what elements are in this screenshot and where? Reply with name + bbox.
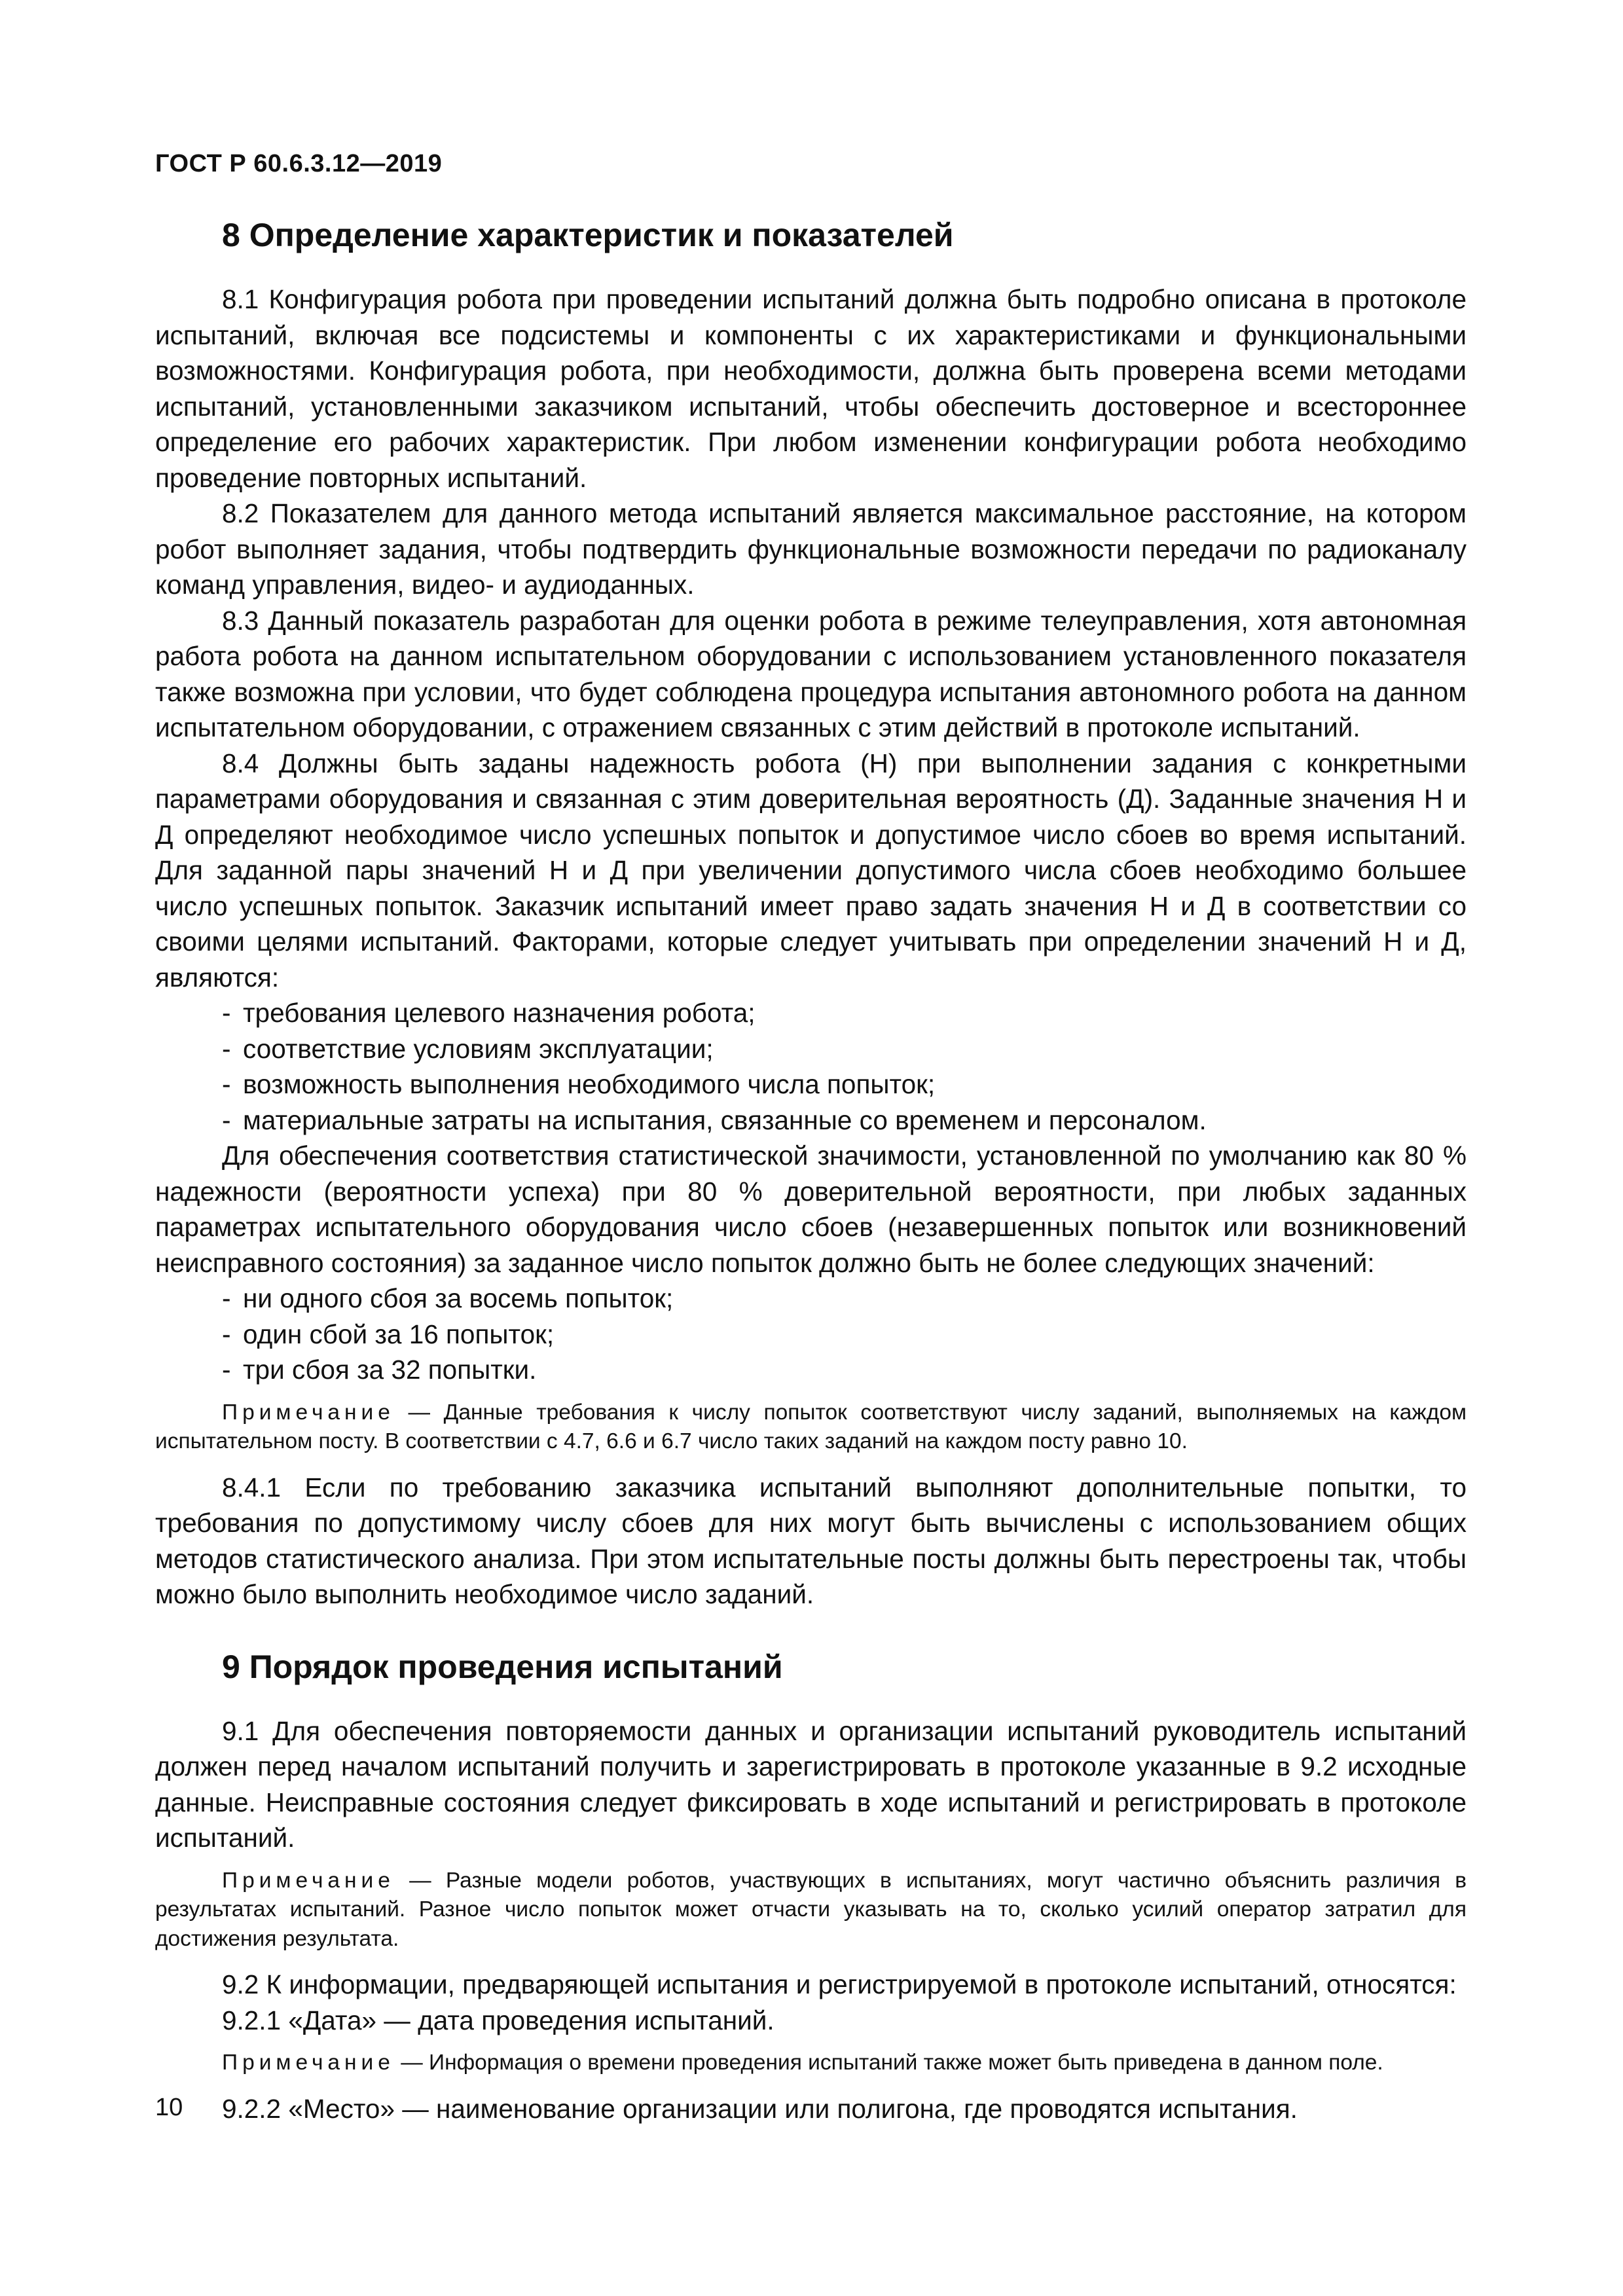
- page-number: 10: [155, 2094, 183, 2121]
- paragraph-9-2-1: 9.2.1 «Дата» — дата проведения испытаний.: [222, 2005, 775, 2035]
- paragraph-9-2: 9.2 К информации, предваряющей испытания и регистрируемой в протоколе испытаний, относятся:: [222, 1969, 1457, 1999]
- paragraph-statistics: Для обеспечения соответствия статистической значимости, установленной по умолчанию как 80 % надежности (вероятности успеха) при 80 % доверительной вероятности, при любых заданных параметрах испытательного оборудования число сбоев (незавершенных попыток или возникновений неисправного состояния) за заданное число попыток должно быть не более следующих значений:: [155, 1140, 1467, 1278]
- paragraph-8-3: 8.3 Данный показатель разработан для оценки робота в режиме телеуправления, хотя автономная работа робота на данном испытательном оборудовании с использованием установленного показателя также возможна при условии, что будет соблюдена процедура испытания автономного робота на данном испытательном оборудовании, с отражением связанных с этим действий в протоколе испытаний.: [155, 605, 1467, 742]
- list-item-factor: - возможность выполнения необходимого числа попыток;: [222, 1069, 936, 1099]
- list-item-factor: - соответствие условиям эксплуатации;: [222, 1033, 714, 1064]
- list-item-factor: - материальные затраты на испытания, связанные со временем и персоналом.: [222, 1104, 1207, 1135]
- paragraph-9-1: 9.1 Для обеспечения повторяемости данных и организации испытаний руководитель испытаний должен перед началом испытаний получить и зарегистрировать в протоколе указанные в 9.2 исходные данные. Неисправные состояния следует фиксировать в ходе испытаний и регистрировать в протоколе испытаний.: [155, 1715, 1467, 1853]
- list-item-limit: - один сбой за 16 попыток;: [222, 1319, 555, 1349]
- section-8-title: 8 Определение характеристик и показателей: [222, 217, 954, 253]
- note-3: Примечание — Информация о времени проведения испытаний также может быть приведена в данном поле.: [222, 2050, 1383, 2075]
- list-item-limit: - ни одного сбоя за восемь попыток;: [222, 1283, 674, 1313]
- note-1: Примечание — Данные требования к числу попыток соответствуют числу заданий, выполняемых на каждом испытательном посту. В соответствии с 4.7, 6.6 и 6.7 число таких заданий на каждом посту равно 10.: [155, 1400, 1467, 1453]
- page-content: [155, 216, 1467, 2126]
- paragraph-9-2-2: 9.2.2 «Место» — наименование организации или полигона, где проводятся испытания.: [222, 2093, 1298, 2124]
- paragraph-8-4: 8.4 Должны быть заданы надежность робота (Н) при выполнении задания с конкретными параметрами оборудования и связанная с этим доверительная вероятность (Д). Заданные значения Н и Д определяют необходимое число успешных попыток и допустимое число сбоев во время испытаний. Для заданной пары значений Н и Д при увеличении допустимого числа сбоев необходимо большее число успешных попыток. Заказчик испытаний имеет право задать значения Н и Д в соответствии со своими целями испытаний. Факторами, которые следует учитывать при определении значений Н и Д, являются:: [155, 748, 1467, 993]
- list-item-factor: - требования целевого назначения робота;: [222, 998, 756, 1028]
- paragraph-8-2: 8.2 Показателем для данного метода испытаний является максимальное расстояние, на котором робот выполняет задания, чтобы подтвердить функциональные возможности передачи по радиоканалу команд управления, видео- и аудиоданных.: [155, 498, 1467, 600]
- list-item-limit: - три сбоя за 32 попытки.: [222, 1355, 537, 1385]
- paragraph-8-1: 8.1 Конфигурация робота при проведении испытаний должна быть подробно описана в протоколе испытаний, включая все подсистемы и компоненты с их характеристиками и функциональными возможностями. Конфигурация робота, при необходимости, должна быть проверена всеми методами испытаний, установленными заказчиком испытаний, чтобы обеспечить достоверное и всестороннее определение его рабочих характеристик. При любом изменении конфигурации робота необходимо проведение повторных испытаний.: [155, 284, 1467, 493]
- paragraph-8-4-1: 8.4.1 Если по требованию заказчика испытаний выполняют дополнительные попытки, то требования по допустимому числу сбоев для них могут быть вычислены с использованием общих методов статистического анализа. При этом испытательные посты должны быть перестроены так, чтобы можно было выполнить необходимое число заданий.: [155, 1472, 1467, 1609]
- document-code: ГОСТ Р 60.6.3.12—2019: [155, 150, 443, 177]
- section-9-title: 9 Порядок проведения испытаний: [222, 1648, 783, 1685]
- note-2: Примечание — Разные модели роботов, участвующих в испытаниях, могут частично объяснить различия в результатах испытаний. Разное число попыток может отчасти указывать на то, сколько усилий оператор затратил для достижения результата.: [155, 1868, 1467, 1951]
